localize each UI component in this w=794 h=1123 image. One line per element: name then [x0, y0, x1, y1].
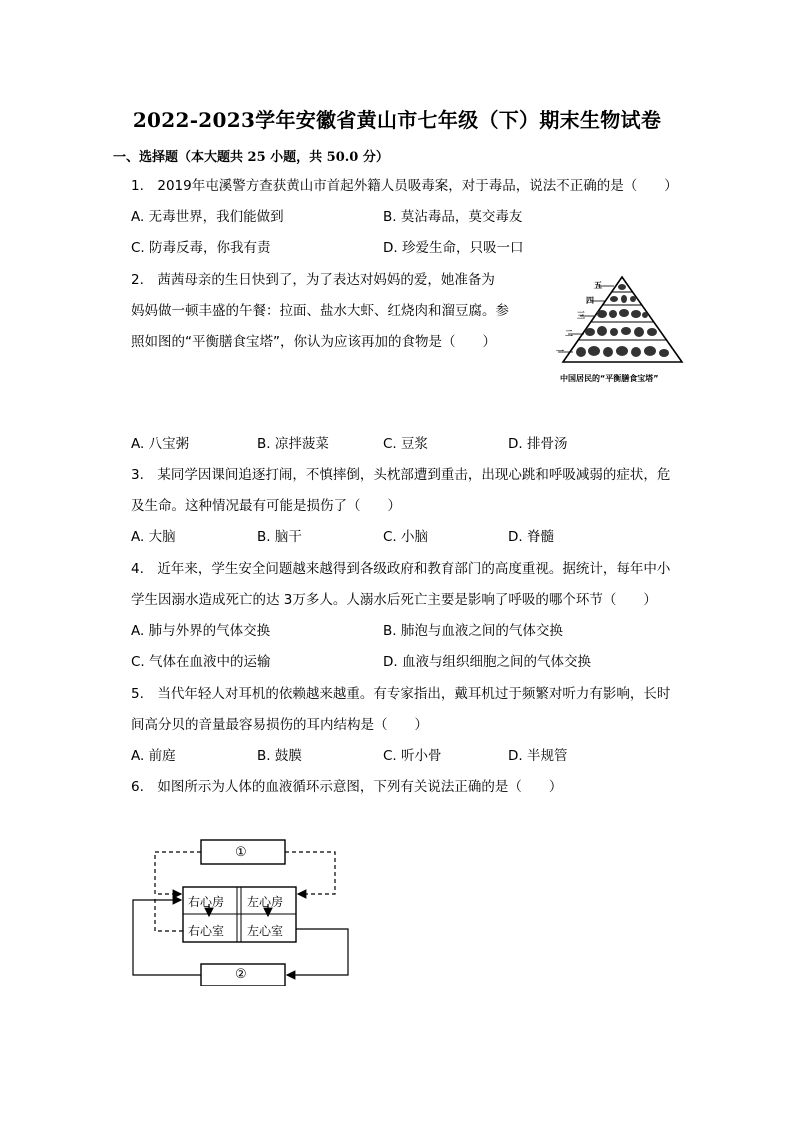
- pyramid-caption: 中国居民的“平衡膳食宝塔”: [560, 374, 659, 383]
- question-4-stem-line-1: 4. 近年来，学生安全问题越来越得到各级政府和教育部门的高度重视。据统计，每年中小: [131, 561, 671, 577]
- question-1-option-a: A. 无毒世界，我们能做到: [131, 209, 284, 225]
- question-1-option-b: B. 莫沾毒品，莫交毒友: [383, 209, 523, 225]
- left-ventricle-label: 左心室: [247, 924, 284, 938]
- question-2-option-c: C. 豆浆: [383, 436, 429, 452]
- section-heading: 一、选择题（本大题共 25 小题，共 50.0 分）: [113, 150, 389, 165]
- question-1-stem: 1. 2019年屯溪警方查获黄山市首起外籍人员吸毒案，对于毒品，说法不正确的是（ ）: [131, 178, 678, 194]
- question-2-option-d: D. 排骨汤: [508, 436, 568, 452]
- question-3-stem-line-2: 及生命。这种情况最有可能是损伤了（ ）: [131, 498, 401, 514]
- question-1-option-d: D. 珍爱生命，只吸一口: [383, 240, 524, 256]
- question-3-stem-line-1: 3. 某同学因课间追逐打闹，不慎摔倒，头枕部遭到重击，出现心跳和呼吸减弱的症状，危: [131, 467, 671, 483]
- question-4-option-c: C. 气体在血液中的运输: [131, 654, 271, 670]
- pyramid-level-3: 三: [577, 311, 585, 320]
- question-2-option-b: B. 凉拌菠菜: [257, 436, 329, 452]
- question-6-stem: 6. 如图所示为人体的血液循环示意图，下列有关说法正确的是（ ）: [131, 779, 563, 795]
- question-4-option-b: B. 肺泡与血液之间的气体交换: [383, 623, 563, 639]
- question-5-stem-line-2: 间高分贝的音量最容易损伤的耳内结构是（ ）: [131, 717, 428, 733]
- page-title: 2022-2023学年安徽省黄山市七年级（下）期末生物试卷: [132, 108, 662, 132]
- question-5-option-b: B. 鼓膜: [257, 748, 302, 764]
- food-pyramid-figure: [556, 274, 691, 390]
- question-3-option-b: B. 脑干: [257, 529, 302, 545]
- question-4-option-a: A. 肺与外界的气体交换: [131, 623, 271, 639]
- pyramid-level-1: 一: [556, 347, 564, 356]
- box-1-label: ①: [235, 845, 247, 860]
- question-2-stem-line-1: 2. 茜茜母亲的生日快到了，为了表达对妈妈的爱，她准备为: [131, 272, 495, 288]
- question-5-option-d: D. 半规管: [508, 748, 568, 764]
- question-5-option-a: A. 前庭: [131, 748, 176, 764]
- question-5-option-c: C. 听小骨: [383, 748, 442, 764]
- question-2-stem-line-2: 妈妈做一顿丰盛的午餐：拉面、盐水大虾、红烧肉和溜豆腐。参: [131, 303, 509, 319]
- box-2-label: ②: [235, 967, 247, 982]
- question-4-stem-line-2: 学生因溺水造成死亡的达 3万多人。人溺水后死亡主要是影响了呼吸的哪个环节（ ）: [131, 592, 657, 608]
- question-5-stem-line-1: 5. 当代年轻人对耳机的依赖越来越重。有专家指出，戴耳机过于频繁对听力有影响，长时: [131, 686, 671, 702]
- right-atrium-label: 右心房: [188, 895, 225, 909]
- question-1-option-c: C. 防毒反毒，你我有责: [131, 240, 271, 256]
- pyramid-level-5: 五: [594, 281, 602, 290]
- question-3-option-c: C. 小脑: [383, 529, 429, 545]
- pyramid-level-4: 四: [586, 296, 594, 305]
- circulation-diagram: [128, 836, 358, 986]
- left-atrium-label: 左心房: [247, 895, 284, 909]
- question-3-option-a: A. 大脑: [131, 529, 176, 545]
- question-4-option-d: D. 血液与组织细胞之间的气体交换: [383, 654, 591, 670]
- right-ventricle-label: 右心室: [188, 924, 225, 938]
- pyramid-level-2: 二: [565, 329, 573, 338]
- question-2-option-a: A. 八宝粥: [131, 436, 190, 452]
- question-3-option-d: D. 脊髓: [508, 529, 554, 545]
- question-2-stem-line-3: 照如图的“平衡膳食宝塔”，你认为应该再加的食物是（ ）: [131, 334, 496, 350]
